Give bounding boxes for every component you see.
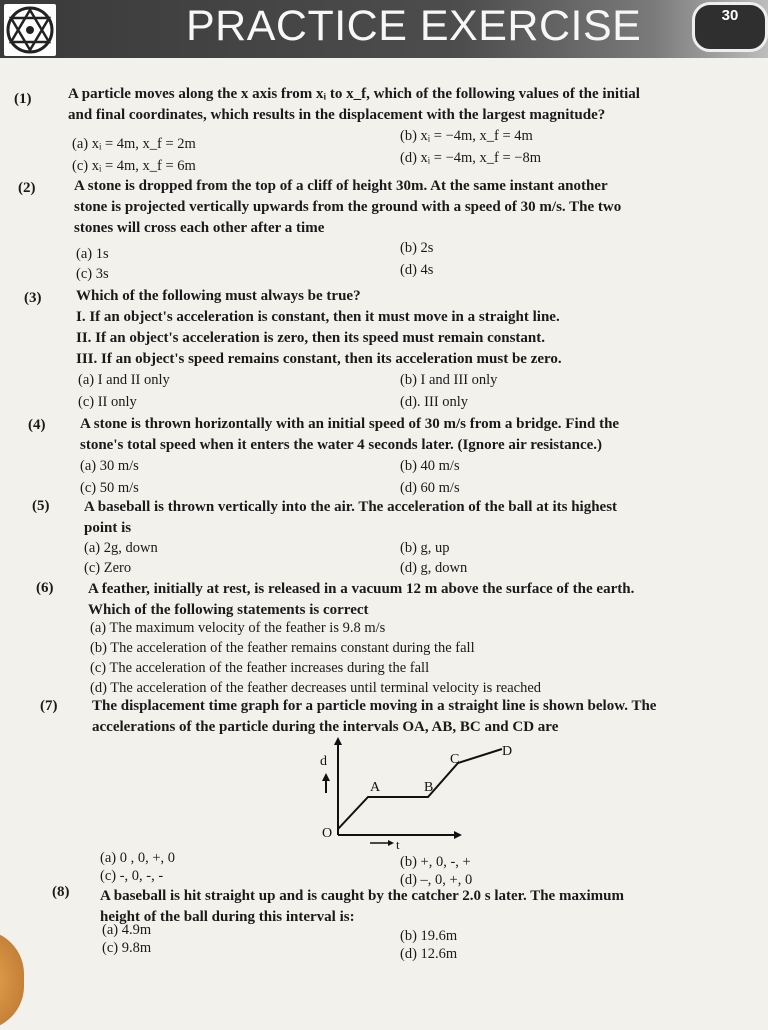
option-c[interactable]: (c) 3s (76, 266, 109, 282)
stem-line: III. If an object's speed remains constant, then its acceleration must be zero. (76, 351, 562, 367)
stem-line: height of the ball during this interval is: (100, 909, 355, 925)
stem-line: accelerations of the particle during the intervals OA, AB, BC and CD are (92, 719, 559, 735)
header-banner (0, 0, 768, 58)
origin-label: O (322, 826, 333, 841)
option-d[interactable]: (d) xᵢ = −4m, x_f = −8m (400, 150, 541, 166)
question-stem (84, 497, 617, 539)
x-axis-arrow (454, 831, 462, 839)
question-stem (76, 286, 562, 370)
option-a[interactable]: (a) 1s (76, 246, 109, 262)
question-stem (74, 176, 621, 239)
question-stem (80, 414, 619, 456)
stem-line: A feather, initially at rest, is released in a vacuum 12 m above the surface of the earth. (88, 581, 635, 597)
option-a[interactable]: (a) xᵢ = 4m, x_f = 2m (72, 136, 196, 152)
option-a[interactable]: (a) 4.9m (102, 922, 152, 938)
y-axis-label: d (320, 754, 327, 769)
option-b[interactable]: (b) 2s (400, 240, 434, 256)
option-c[interactable]: (c) The acceleration of the feather increases during the fall (90, 660, 430, 676)
stem-line: A baseball is thrown vertically into the air. The acceleration of the ball at its highest (84, 499, 618, 515)
option-d[interactable]: (d). III only (400, 394, 469, 410)
option-c[interactable]: (c) 50 m/s (80, 480, 139, 496)
stem-line: stone is projected vertically upwards from the ground with a speed of 30 m/s. The two (74, 199, 622, 215)
option-b[interactable]: (b) 40 m/s (400, 458, 460, 474)
option-b[interactable]: (b) I and III only (400, 372, 498, 388)
stem-line: stone's total speed when it enters the water 4 seconds later. (Ignore air resistance.) (80, 437, 603, 453)
stem-line: A stone is dropped from the top of a cliff of height 30m. At the same instant another (74, 178, 608, 194)
badge: 30 (692, 2, 768, 52)
question-number: (1) (14, 91, 32, 107)
option-a[interactable]: (a) 0 , 0, +, 0 (100, 850, 176, 866)
stem-line: and final coordinates, which results in the displacement with the largest magnitude? (68, 107, 606, 123)
question-number: (7) (40, 698, 58, 714)
option-c[interactable]: (c) II only (78, 394, 137, 410)
question-stem (88, 579, 634, 621)
option-c[interactable]: (c) Zero (84, 560, 132, 576)
point-b-label: B (424, 780, 434, 795)
graph-curve (338, 749, 502, 829)
stem-line: Which of the following statements is correct (88, 602, 369, 618)
option-d[interactable]: (d) –, 0, +, 0 (400, 872, 473, 888)
y-axis-arrow (334, 737, 342, 745)
page-title: PRACTICE EXERCISE (186, 2, 642, 50)
option-b[interactable]: (b) 19.6m (400, 928, 458, 944)
stem-line: A particle moves along the x axis from xᵢ to x_f, which of the following values of the initial (68, 86, 640, 102)
question-stem (68, 84, 640, 126)
option-b[interactable]: (b) xᵢ = −4m, x_f = 4m (400, 128, 533, 144)
point-c-label: C (450, 752, 460, 767)
question-number: (3) (24, 290, 42, 306)
option-d[interactable]: (d) 12.6m (400, 946, 458, 962)
option-a[interactable]: (a) 30 m/s (80, 458, 139, 474)
question-number: (6) (36, 580, 54, 596)
stem-line: The displacement time graph for a particle moving in a straight line is shown below. The (92, 698, 657, 714)
point-d-label: D (502, 744, 513, 759)
stem-line: A baseball is hit straight up and is caught by the catcher 2.0 s later. The maximum (100, 888, 624, 904)
stem-line: II. If an object's acceleration is zero, then its speed must remain constant. (76, 330, 545, 346)
finger-edge (0, 930, 24, 1030)
question-number: (8) (52, 884, 70, 900)
option-d[interactable]: (d) 4s (400, 262, 434, 278)
question-number: (5) (32, 498, 50, 514)
option-b[interactable]: (b) g, up (400, 540, 450, 556)
option-a[interactable]: (a) I and II only (78, 372, 170, 388)
stem-line: Which of the following must always be true? (76, 288, 361, 304)
option-b[interactable]: (b) The acceleration of the feather remains constant during the fall (90, 640, 475, 656)
option-a[interactable]: (a) 2g, down (84, 540, 158, 556)
option-c[interactable]: (c) xᵢ = 4m, x_f = 6m (72, 158, 196, 174)
question-number: (2) (18, 180, 36, 196)
stem-line: A stone is thrown horizontally with an initial speed of 30 m/s from a bridge. Find the (80, 416, 620, 432)
point-a-label: A (370, 780, 381, 795)
option-d[interactable]: (d) g, down (400, 560, 468, 576)
option-c[interactable]: (c) 9.8m (102, 940, 152, 956)
stem-line: stones will cross each other after a time (74, 220, 325, 236)
question-number: (4) (28, 417, 46, 433)
x-axis-label: t (396, 837, 400, 850)
displacement-time-graph (310, 735, 530, 850)
question-stem (100, 886, 624, 928)
logo-icon (4, 4, 56, 56)
option-a[interactable]: (a) The maximum velocity of the feather is 9.8 m/s (90, 620, 386, 636)
option-d[interactable]: (d) 60 m/s (400, 480, 460, 496)
stem-line: I. If an object's acceleration is constant, then it must move in a straight line. (76, 309, 560, 325)
stem-line: point is (84, 520, 132, 536)
option-c[interactable]: (c) -, 0, -, - (100, 868, 164, 884)
question-stem (92, 696, 656, 738)
option-b[interactable]: (b) +, 0, -, + (400, 854, 471, 870)
option-d[interactable]: (d) The acceleration of the feather decreases until terminal velocity is reached (90, 680, 542, 696)
